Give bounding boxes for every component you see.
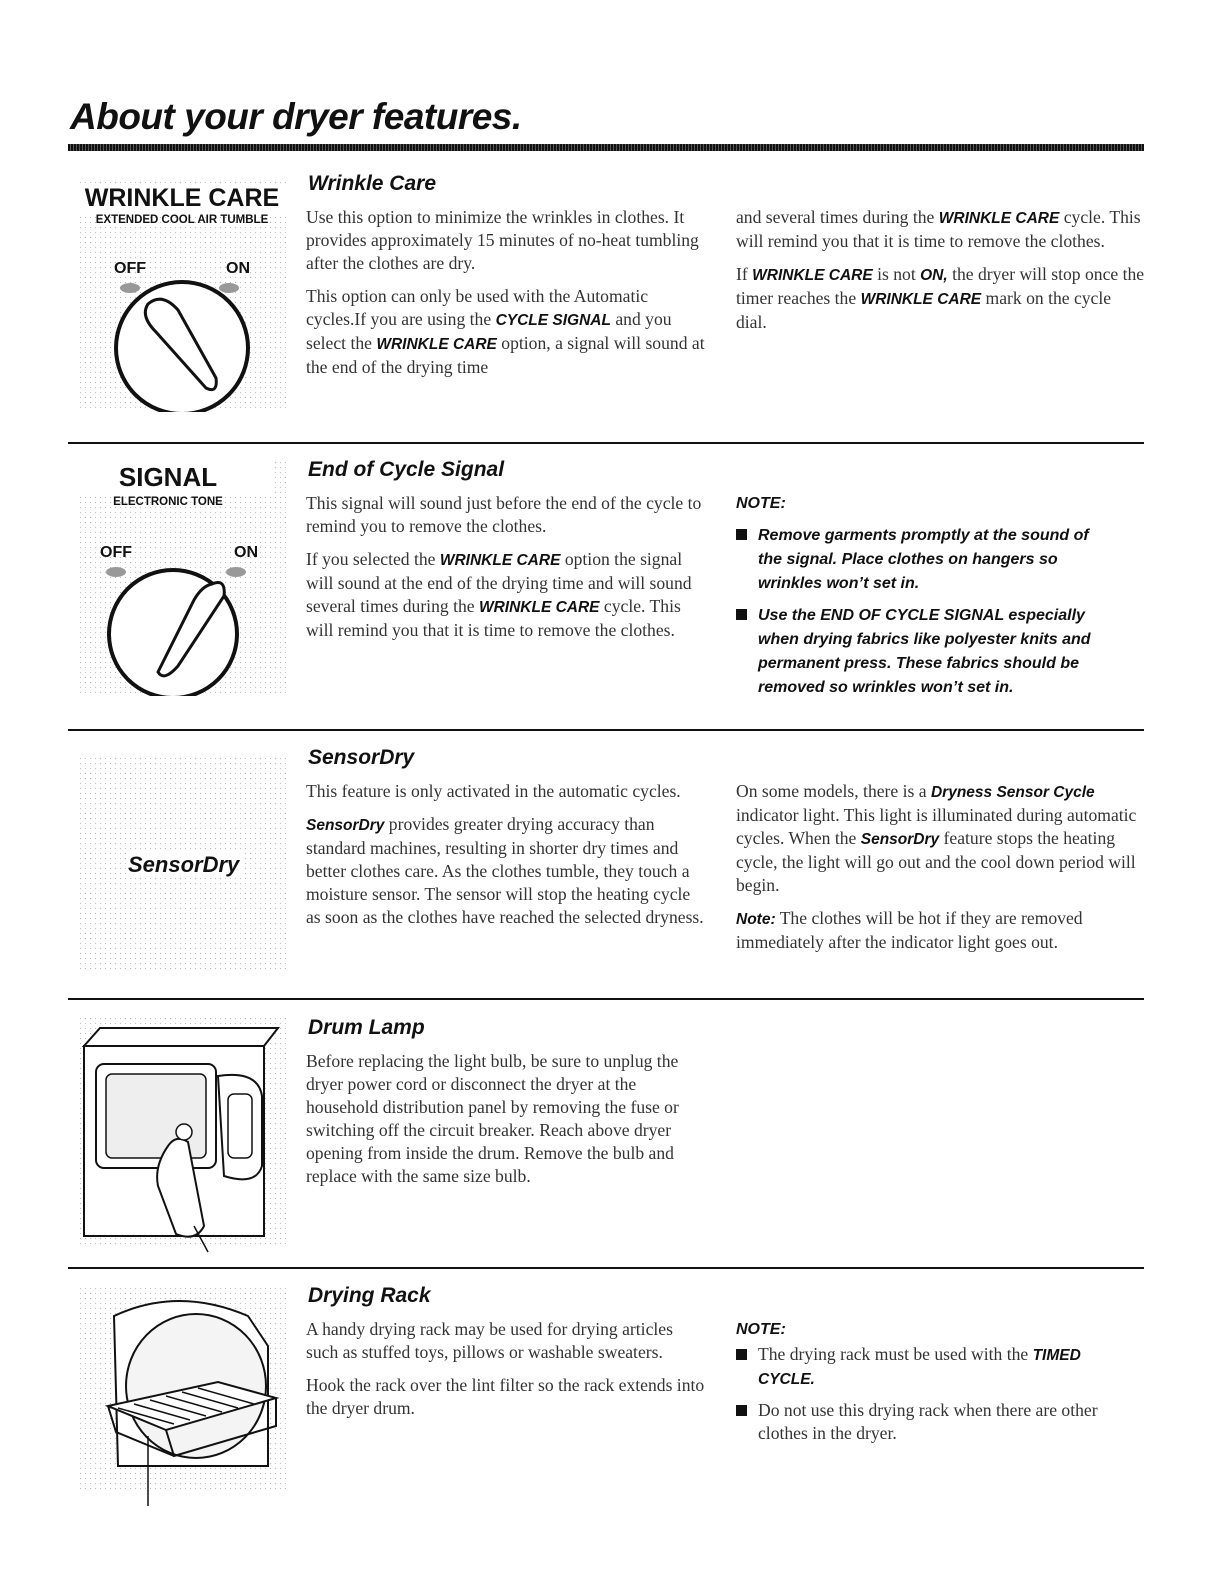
paragraph: This option can only be used with the Automatic cycles.If you are using the CYCLE SIGNAL and you select the WRINKLE CARE option, a signal will sound at the end of the drying time	[306, 286, 705, 377]
paragraph: Hook the rack over the lint filter so the rack extends into the dryer drum.	[306, 1375, 705, 1418]
bullet-square-icon	[736, 529, 747, 540]
drum-lamp-section	[0, 1016, 1212, 1256]
wrinkle-care-right-column	[736, 206, 1146, 344]
wrinkle-care-knob-illustration	[78, 180, 286, 412]
paragraph: If you selected the WRINKLE CARE option the signal will sound at the end of the drying time and will sound several times during the WRINKLE CARE cycle. This will remind you that it is time to remove the clothes.	[306, 549, 692, 640]
on-label: ON	[234, 544, 258, 561]
note-item: Do not use this drying rack when there are other clothes in the dryer.	[736, 1399, 1136, 1445]
sensordry-heading: SensorDry	[308, 746, 415, 769]
drying-rack-note	[736, 1318, 1136, 1453]
sensordry-section	[0, 746, 1212, 996]
wrinkle-care-section	[0, 172, 1212, 432]
note-item: Use the END OF CYCLE SIGNAL especially when drying fabrics like polyester knits and permanent press. These fabrics should be removed so wrinkles won’t set in.	[736, 603, 1116, 699]
paragraph: If WRINKLE CARE is not ON, the dryer will stop once the timer reaches the WRINKLE CARE mark on the cycle dial.	[736, 264, 1145, 332]
paragraph: Before replacing the light bulb, be sure to unplug the dryer power cord or disconnect the dryer at the household distribution panel by removing the fuse or switching off the circuit breaker. Reach above dryer opening from inside the drum. Remove the bulb and replace with the same size bulb.	[306, 1051, 679, 1186]
sensordry-left-column	[306, 780, 708, 939]
paragraph: A handy drying rack may be used for drying articles such as stuffed toys, pillows or washable sweaters.	[306, 1319, 673, 1362]
wrinkle-care-heading: Wrinkle Care	[308, 172, 436, 195]
wrinkle-care-left-column	[306, 206, 708, 389]
signal-left-column	[306, 492, 708, 652]
title-rule	[68, 144, 1144, 151]
signal-heading: End of Cycle Signal	[308, 458, 505, 481]
section-divider	[68, 442, 1144, 444]
signal-knob-illustration	[78, 460, 286, 696]
bullet-square-icon	[736, 1405, 747, 1416]
paragraph: This signal will sound just before the end of the cycle to remind you to remove the clothes.	[306, 493, 702, 536]
signal-section	[0, 458, 1212, 718]
paragraph: Note: The clothes will be hot if they are removed immediately after the indicator light goes out.	[736, 908, 1083, 952]
off-label: OFF	[114, 260, 146, 277]
drying-rack-illustration	[78, 1286, 286, 1492]
note-item: The drying rack must be used with the TIMED CYCLE.	[736, 1343, 1136, 1391]
note-label: NOTE:	[736, 495, 786, 512]
section-divider	[68, 998, 1144, 1000]
paragraph: Use this option to minimize the wrinkles in clothes. It provides approximately 15 minutes of no-heat tumbling after the clothes are dry.	[306, 207, 699, 273]
paragraph: and several times during the WRINKLE CARE cycle. This will remind you that it is time to remove the clothes.	[736, 207, 1141, 251]
note-item: Remove garments promptly at the sound of the signal. Place clothes on hangers so wrinkles won’t set in.	[736, 523, 1116, 595]
section-divider	[68, 1267, 1144, 1269]
knob-subtitle: ELECTRONIC TONE	[113, 496, 223, 508]
paragraph: This feature is only activated in the automatic cycles.	[306, 781, 681, 801]
bullet-square-icon	[736, 609, 747, 620]
sensordry-right-column	[736, 780, 1146, 964]
paragraph: SensorDry provides greater drying accuracy than standard machines, resulting in shorter dry times and better clothes care. As the clothes tumble, they touch a moisture sensor. The sensor will stop the heating cycle as soon as the clothes have reached the selected dryness.	[306, 814, 704, 927]
drying-rack-left-column	[306, 1318, 708, 1430]
knob-title: WRINKLE CARE	[78, 184, 286, 213]
drum-lamp-heading: Drum Lamp	[308, 1016, 425, 1039]
drying-rack-section	[0, 1284, 1212, 1524]
knob-subtitle: EXTENDED COOL AIR TUMBLE	[95, 214, 269, 226]
signal-note	[736, 492, 1116, 707]
drum-lamp-column	[306, 1050, 708, 1198]
off-label: OFF	[100, 544, 132, 561]
knob-dial-icon	[78, 460, 286, 696]
page-title: About your dryer features.	[70, 96, 522, 137]
drying-rack-icon	[78, 1286, 286, 1516]
drum-lamp-illustration	[78, 1016, 286, 1246]
drying-rack-heading: Drying Rack	[308, 1284, 431, 1307]
paragraph: On some models, there is a Dryness Sensor Cycle indicator light. This light is illuminated during automatic cycles. When the SensorDry feature stops the heating cycle, the light will go out and the cool down period will begin.	[736, 781, 1137, 895]
on-label: ON	[226, 260, 250, 277]
knob-title: SIGNAL	[64, 462, 272, 493]
section-divider	[68, 729, 1144, 731]
dryer-drum-lamp-icon	[78, 1016, 286, 1266]
knob-dial-icon	[78, 180, 286, 412]
bullet-square-icon	[736, 1349, 747, 1360]
sensordry-panel-label: SensorDry	[128, 852, 240, 877]
sensordry-panel-illustration	[78, 756, 286, 970]
note-label: NOTE:	[736, 1321, 786, 1338]
